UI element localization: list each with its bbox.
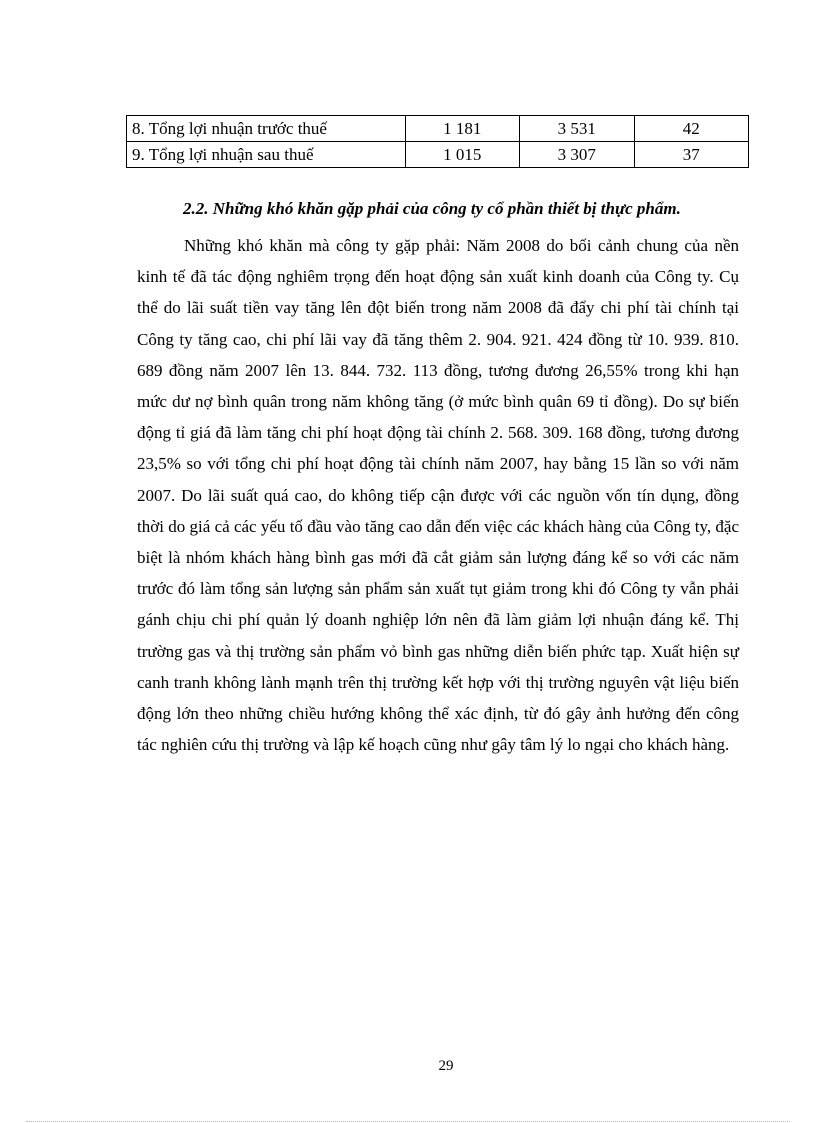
table-cell-value: 37	[634, 142, 748, 168]
table-cell-value: 1 181	[405, 116, 519, 142]
table-cell-label: 9. Tổng lợi nhuận sau thuế	[127, 142, 406, 168]
table-cell-label: 8. Tổng lợi nhuận trước thuế	[127, 116, 406, 142]
page-divider	[26, 1121, 790, 1122]
table-cell-value: 1 015	[405, 142, 519, 168]
table-row	[127, 116, 749, 142]
body-paragraph: Những khó khăn mà công ty gặp phải: Năm 2008 do bối cảnh chung của nền kinh tế đã tác động nghiêm trọng đến hoạt động sản xuất kinh doanh của Công ty. Cụ thể do lãi suất tiền vay tăng lên đột biến trong năm 2008 đã đẩy chi phí tài chính tại Công ty tăng cao, chi phí lãi vay đã tăng thêm 2. 904. 921. 424 đồng từ 10. 939. 810. 689 đồng năm 2007 lên 13. 844. 732. 113 đồng, tương đương 26,55% trong khi hạn mức dư nợ bình quân trong năm không tăng (ở mức bình quân 69 tỉ đồng). Do sự biến động tỉ giá đã làm tăng chi phí hoạt động tài chính 2. 568. 309. 168 đồng, tương đương 23,5% so với tổng chi phí hoạt động tài chính năm 2007, hay bằng 15 lần so với năm 2007. Do lãi suất quá cao, do không tiếp cận được với các nguồn vốn tín dụng, đồng thời do giá cả các yếu tố đầu vào tăng cao dẫn đến việc các khách hàng của Công ty, đặc biệt là nhóm khách hàng bình gas mới đã cắt giảm sản lượng đáng kể so với các năm trước đó làm tổng sản lượng sản phẩm sản xuất tụt giảm trong khi đó Công ty vẫn phải gánh chịu chi phí quản lý doanh nghiệp lớn nên đã làm giảm lợi nhuận đáng kể. Thị trường gas và thị trường sản phẩm vỏ bình gas những diễn biến phức tạp. Xuất hiện sự canh tranh không lành mạnh trên thị trường kết hợp với thị trường nguyên vật liệu biến động lớn theo những chiều hướng không thể xác định, từ đó gây ảnh hưởng đến công tác nghiên cứu thị trường và lập kế hoạch cũng như gây tâm lý lo ngại cho khách hàng.	[137, 236, 739, 755]
table-row	[127, 142, 749, 168]
profit-table	[126, 115, 749, 168]
section-heading: 2.2. Những khó khăn gặp phải của công ty cổ phần thiết bị thực phẩm.	[183, 199, 681, 218]
page-number: 29	[438, 1058, 454, 1074]
table-cell-value: 3 531	[520, 116, 634, 142]
table-cell-value: 3 307	[520, 142, 634, 168]
table-cell-value: 42	[634, 116, 748, 142]
